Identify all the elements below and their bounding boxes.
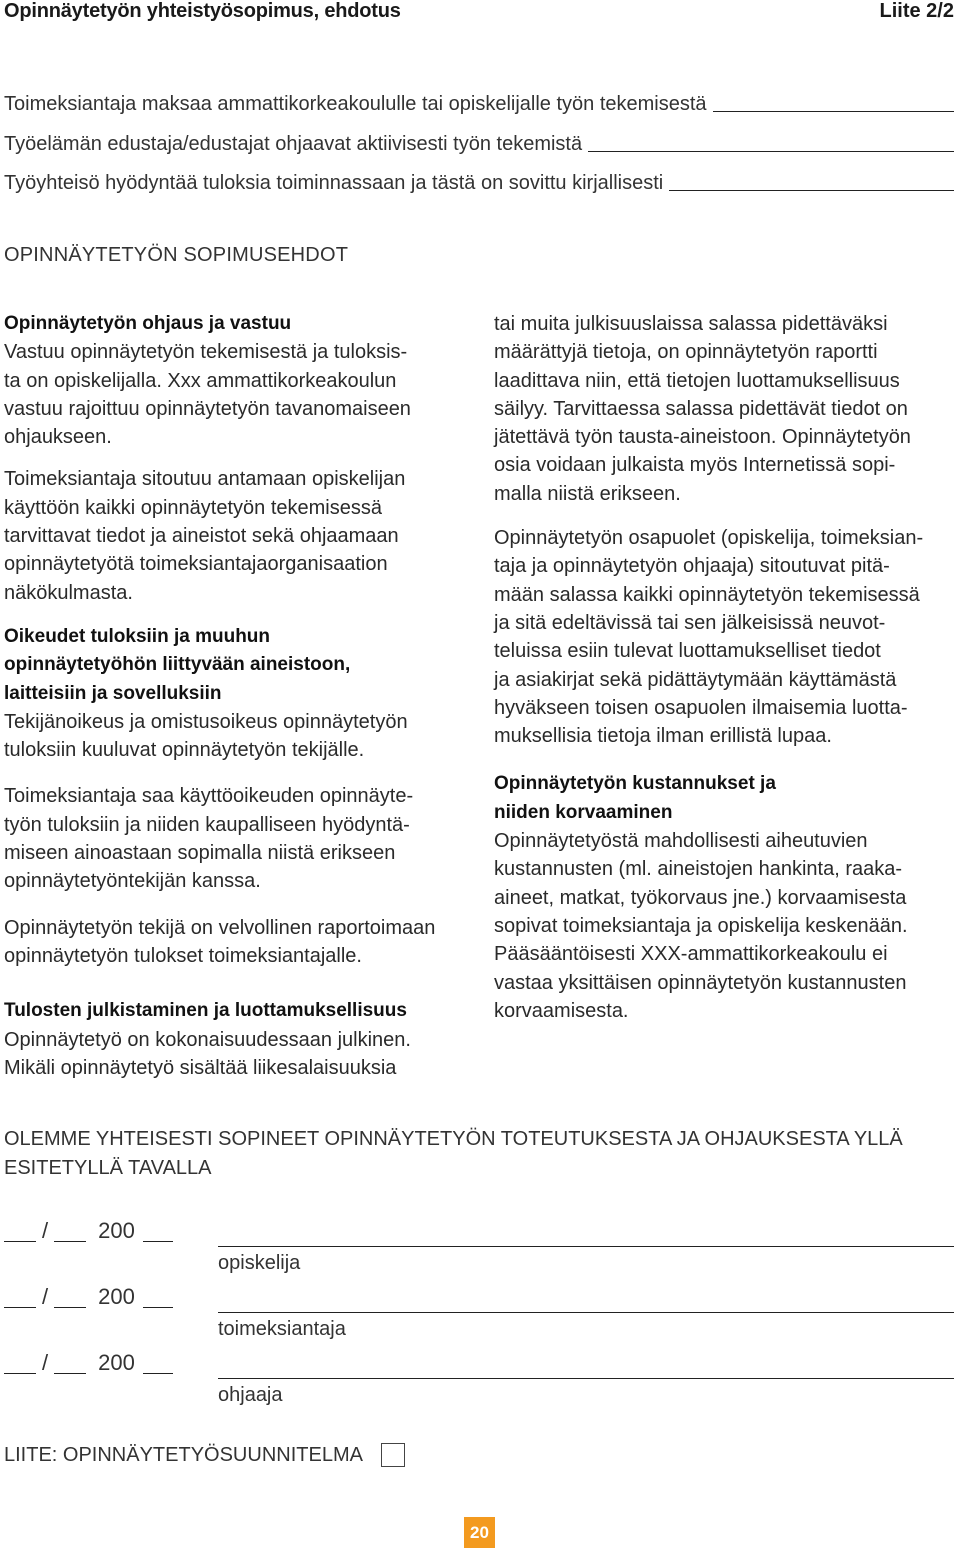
month-blank[interactable] <box>54 1351 86 1374</box>
document-title: Opinnäytetyön yhteistyösopimus, ehdotus <box>4 0 401 22</box>
paragraph-responsibility: Vastuu opinnäytetyön tekemisestä ja tuloksis- ta on opiskelijalla. Xxx ammattikorkeakoulun vastuu rajoittuu opinnäytetyön tavanomaiseen ohjaukseen. <box>4 341 411 449</box>
year-blank[interactable] <box>143 1351 173 1374</box>
answer-line[interactable] <box>588 151 954 152</box>
day-blank[interactable] <box>4 1351 36 1374</box>
date-field: / 200 <box>4 1284 173 1310</box>
signature-row-supervisor <box>4 1350 954 1416</box>
paragraph-parties-confidentiality: Opinnäytetyön osapuolet (opiskelija, toimeksian- taja ja opinnäytetyön ohjaaja) sitoutuvat pitä- mään salassa kaikki opinnäytetyön tekemisessä ja sitä edeltävissä tai sen jälkeisissä neuvot- teluissa esiin tulevat luottamukselliset tiedot ja asiakirjat sekä pidättäytymään käyttämästä hyväkseen toisen osapuolen ilmaisemia luotta- muksellisia tietoja ilman erillistä lupaa. <box>494 527 924 748</box>
question-utilization <box>4 167 954 195</box>
heading-rights: Oikeudet tuloksiin ja muuhun opinnäytetyöhön liittyvään aineistoon, laitteisiin ja sovelluksiin <box>4 625 351 704</box>
date-field: / 200 <box>4 1350 173 1376</box>
paragraph-reporting: Opinnäytetyön tekijä on velvollinen raportoimaan opinnäytetyön tulokset toimeksiantajalle. <box>4 916 436 967</box>
attachment-row <box>4 1443 405 1467</box>
paragraph-publication: Opinnäytetyö on kokonaisuudessaan julkinen. Mikäli opinnäytetyö sisältää liikesalaisuuksia <box>4 1028 411 1079</box>
heading-publication: Tulosten julkistaminen ja luottamuksellisuus <box>4 1000 407 1022</box>
signature-line[interactable] <box>218 1246 954 1247</box>
date-field: / 200 <box>4 1218 173 1244</box>
answer-line[interactable] <box>669 190 954 191</box>
question-text: Työyhteisö hyödyntää tuloksia toiminnassaan ja tästä on sovittu kirjallisesti <box>4 172 664 194</box>
paragraph-commissioner-commitment: Toimeksiantaja sitoutuu antamaan opiskelijan käyttöön kaikki opinnäytetyön tekemisessä tarvittavat tiedot ja aineistot sekä ohjaamaan opinnäytetyötä toimeksiantajaorganisaation näkökulmasta. <box>4 468 406 604</box>
day-blank[interactable] <box>4 1285 36 1308</box>
paragraph-copyright: Tekijänoikeus ja omistusoikeus opinnäytetyön tuloksiin kuuluvat opinnäytetyön tekijälle. <box>4 710 408 762</box>
day-blank[interactable] <box>4 1219 36 1242</box>
year-blank[interactable] <box>143 1219 173 1242</box>
paragraph-confidential-info: tai muita julkisuuslaissa salassa pidettäväksi määrättyjä tietoja, on opinnäytetyön raportti laadittava niin, että tietojen luottamuksellisuus säilyy. Tarvittaessa salassa pidettävät tiedot on jätettävä työn tausta-aineistoon. Opinnäytetyön osia voidaan julkaista myös Internetissä sopi- malla niistä erikseen. <box>494 313 911 505</box>
attachment-checkbox[interactable] <box>381 1443 405 1467</box>
answer-line[interactable] <box>713 111 954 112</box>
signature-label: opiskelija <box>218 1252 301 1274</box>
heading-guidance-responsibility: Opinnäytetyön ohjaus ja vastuu <box>4 313 292 334</box>
heading-costs: Opinnäytetyön kustannukset ja niiden korvaaminen <box>494 773 776 823</box>
page-number-badge: 20 <box>464 1517 495 1548</box>
month-blank[interactable] <box>54 1285 86 1308</box>
question-text: Työelämän edustaja/edustajat ohjaavat aktiivisesti työn tekemistä <box>4 133 583 155</box>
question-text: Toimeksiantaja maksaa ammattikorkeakoululle tai opiskelijalle työn tekemisestä <box>4 93 707 115</box>
signature-line[interactable] <box>218 1378 954 1379</box>
appendix-page-label: Liite 2/2 <box>879 0 954 22</box>
left-column <box>4 310 474 1082</box>
month-blank[interactable] <box>54 1219 86 1242</box>
year-blank[interactable] <box>143 1285 173 1308</box>
section-title: OPINNÄYTETYÖN SOPIMUSEHDOT <box>4 244 349 266</box>
paragraph-costs: Opinnäytetyöstä mahdollisesti aiheutuvien kustannusten (ml. aineistojen hankinta, raaka- aineet, matkat, työkorvaus jne.) korvaamisesta sopivat toimeksiantaja ja opiskelija keskenään. Pääsääntöisesti XXX-ammattikorkeakoulu ei vastaa yksittäisen opinnäytetyön kustannusten korvaamisesta. <box>494 830 908 1022</box>
question-payment <box>4 88 954 116</box>
page-header <box>4 0 954 26</box>
signature-line[interactable] <box>218 1312 954 1313</box>
signature-label: toimeksiantaja <box>218 1318 346 1340</box>
signature-row-student <box>4 1218 954 1284</box>
agreement-statement: OLEMME YHTEISESTI SOPINEET OPINNÄYTETYÖN TOTEUTUKSESTA JA OHJAUKSESTA YLLÄ ESITETYLLÄ TAVALLA <box>4 1128 903 1179</box>
paragraph-usage-rights: Toimeksiantaja saa käyttöoikeuden opinnäyte- työn tuloksiin ja niiden kaupalliseen hyödyntä- miseen ainoastaan sopimalla niistä erikseen opinnäytetyöntekijän kanssa. <box>4 785 414 893</box>
attachment-label: LIITE: OPINNÄYTETYÖSUUNNITELMA <box>4 1443 363 1466</box>
question-guidance <box>4 128 954 156</box>
signature-label: ohjaaja <box>218 1384 283 1406</box>
right-column <box>494 310 956 1025</box>
signature-row-commissioner <box>4 1284 954 1350</box>
